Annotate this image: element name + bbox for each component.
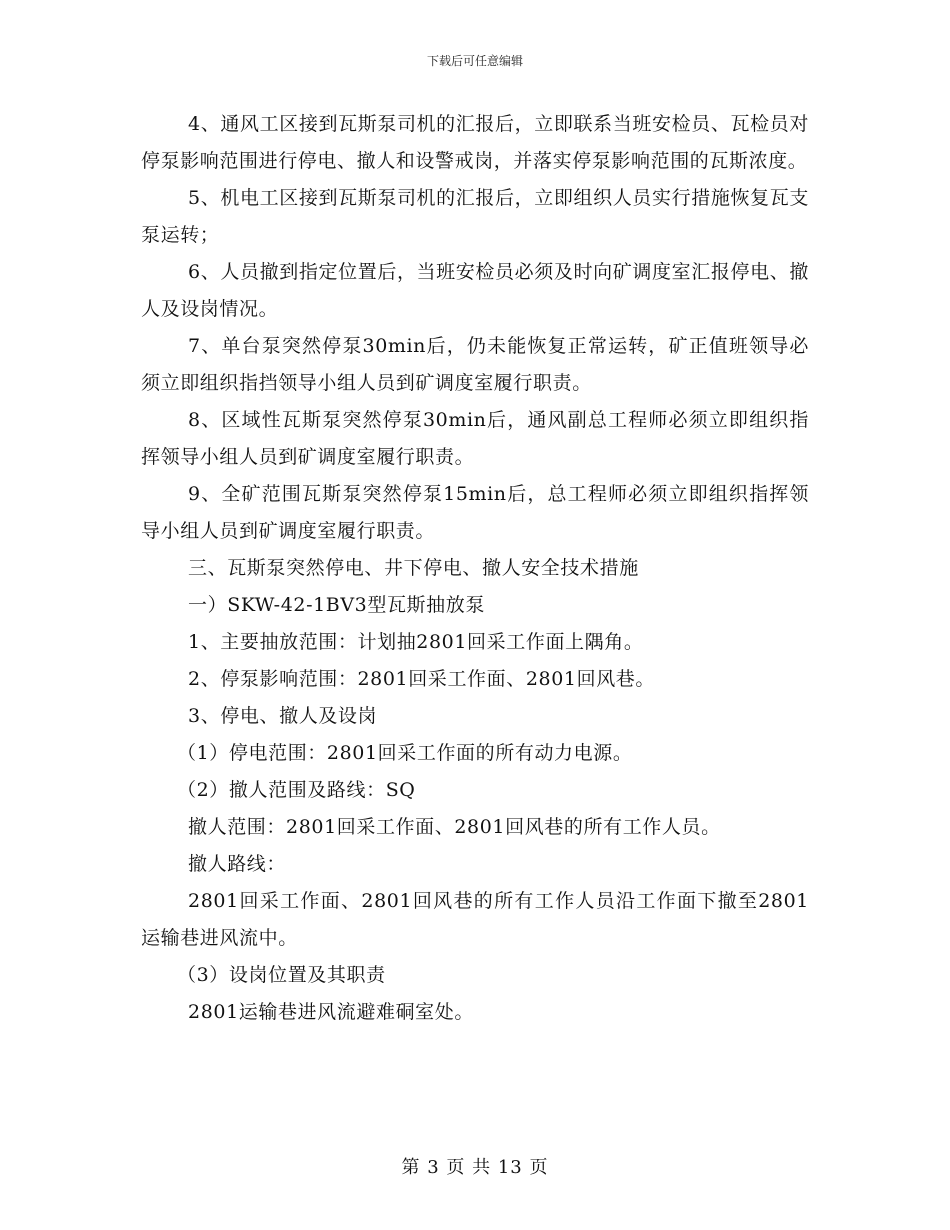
paragraph-5: 5、机电工区接到瓦斯泵司机的汇报后，立即组织人员实行措施恢复瓦支泵运转； xyxy=(141,187,809,246)
post-location: 2801运输巷进风流避难硐室处。 xyxy=(188,1001,474,1023)
sub-item-3: （3）设岗位置及其职责 xyxy=(177,964,386,986)
evacuation-scope: 撤人范围：2801回采工作面、2801回风巷的所有工作人员。 xyxy=(188,816,721,838)
document-body xyxy=(141,106,809,1031)
evacuation-route-label: 撤人路线： xyxy=(188,853,287,875)
paragraph-6: 6、人员撤到指定位置后，当班安检员必须及时向矿调度室汇报停电、撤人及设岗情况。 xyxy=(141,261,809,320)
paragraph-9: 9、全矿范围瓦斯泵突然停泵15min后，总工程师必须立即组织指挥领导小组人员到矿调度室履行职责。 xyxy=(141,483,809,542)
item-1: 1、主要抽放范围：计划抽2801回采工作面上隅角。 xyxy=(188,631,644,653)
sub-item-1: （1）停电范围：2801回采工作面的所有动力电源。 xyxy=(177,742,633,764)
paragraph-4: 4、通风工区接到瓦斯泵司机的汇报后，立即联系当班安检员、瓦检员对停泵影响范围进行停电、撤人和设警戒岗，并落实停泵影响范围的瓦斯浓度。 xyxy=(141,113,809,172)
subsection-heading-1: 一）SKW-42-1BV3型瓦斯抽放泵 xyxy=(188,594,485,616)
paragraph-7: 7、单台泵突然停泵30min后，仍未能恢复正常运转，矿正值班领导必须立即组织指挡领导小组人员到矿调度室履行职责。 xyxy=(141,335,809,394)
page-header: 下载后可任意编辑 xyxy=(426,54,523,68)
sub-item-2: （2）撤人范围及路线：SQ xyxy=(177,779,416,801)
item-2: 2、停泵影响范围：2801回采工作面、2801回风巷。 xyxy=(188,668,655,690)
paragraph-8: 8、区域性瓦斯泵突然停泵30min后，通风副总工程师必须立即组织指挥领导小组人员到矿调度室履行职责。 xyxy=(141,409,809,468)
section-heading-3: 三、瓦斯泵突然停电、井下停电、撤人安全技术措施 xyxy=(188,557,639,579)
page-footer: 第 3 页 共 13 页 xyxy=(401,1157,549,1178)
evacuation-route: 2801回采工作面、2801回风巷的所有工作人员沿工作面下撤至2801运输巷进风流中。 xyxy=(141,890,809,949)
item-3: 3、停电、撤人及设岗 xyxy=(188,705,378,727)
